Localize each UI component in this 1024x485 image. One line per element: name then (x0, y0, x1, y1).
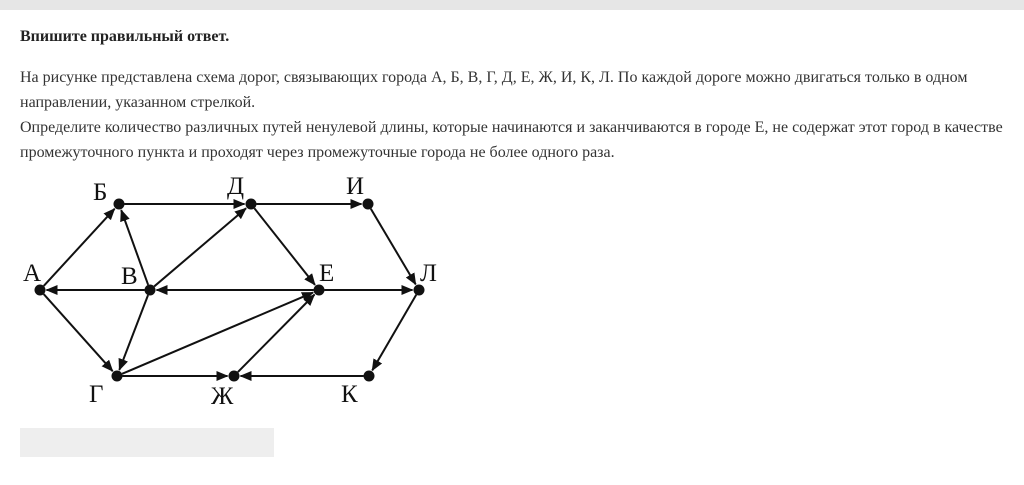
edge-G-E (122, 293, 313, 374)
node-V (145, 285, 156, 296)
label-L: Л (420, 260, 437, 287)
node-G (112, 371, 123, 382)
label-I: И (346, 173, 365, 200)
edge-V-G (119, 295, 148, 370)
task-paragraph-1: На рисунке представлена схема дорог, связывающих города А, Б, В, Г, Д, Е, Ж, И, К, Л. По каждой дороге можно двигаться только в одном направлении, указанном стрелкой. (20, 69, 968, 111)
label-G: Г (89, 381, 104, 408)
node-K (364, 371, 375, 382)
task-text (20, 65, 1005, 165)
instruction-heading: Впишите правильный ответ. (20, 28, 230, 45)
edge-A-B (44, 209, 115, 286)
edge-I-L (371, 209, 416, 285)
label-B: Б (93, 179, 108, 206)
label-K: К (341, 381, 358, 408)
task-paragraph-2: Определите количество различных путей ненулевой длины, которые начинаются и заканчиваются в городе Е, не содержат этот город в качестве промежуточного пункта и проходят через промежуточные города не более одного раза. (20, 119, 1003, 161)
node-B (114, 199, 125, 210)
answer-input[interactable] (20, 428, 274, 457)
edge-D-E (254, 208, 315, 285)
node-D (246, 199, 257, 210)
label-E: Е (319, 260, 335, 287)
label-D: Д (227, 173, 245, 200)
edge-L-K (372, 295, 416, 371)
node-Zh (229, 371, 240, 382)
road-graph (0, 170, 480, 415)
label-V: В (121, 263, 138, 290)
edge-Zh-E (238, 295, 315, 372)
node-I (363, 199, 374, 210)
edge-V-D (154, 208, 246, 286)
label-A: А (23, 260, 42, 287)
label-Zh: Ж (211, 383, 234, 410)
top-bar (0, 0, 1024, 10)
edge-A-G (44, 294, 113, 371)
